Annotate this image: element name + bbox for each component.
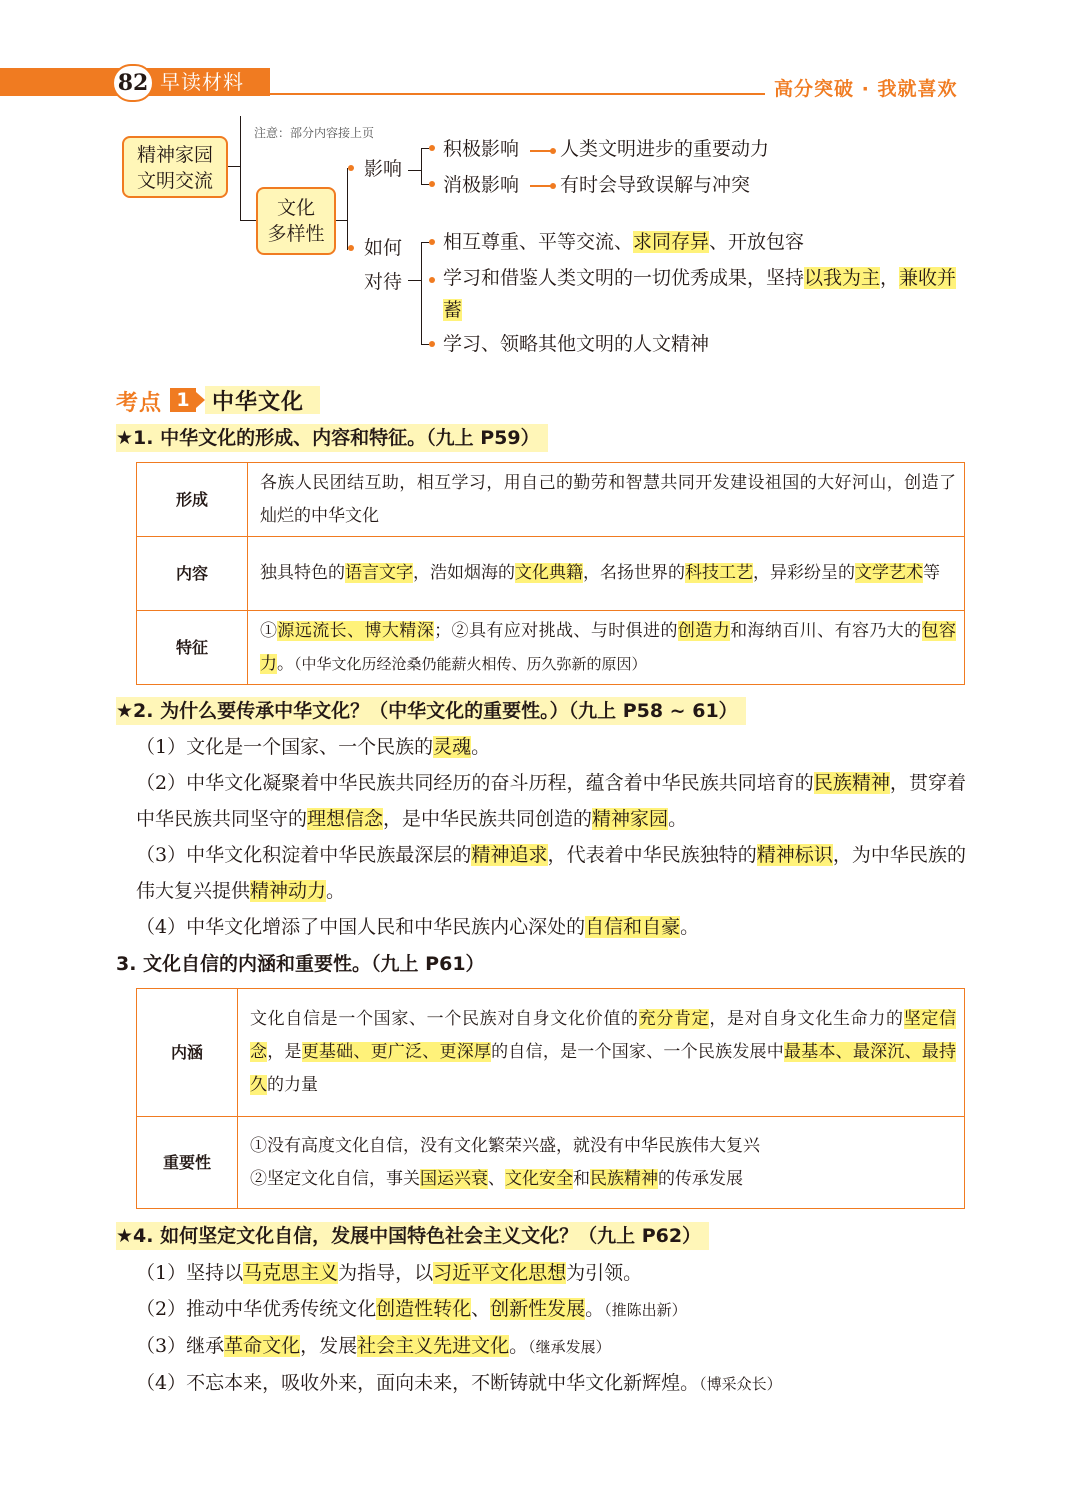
section-arrow (196, 392, 205, 408)
q1-value: ①源远流长、博大精深；②具有应对挑战、与时俱进的创造力和海纳百川、有容乃大的包容力。（中华文化历经沧桑仍能薪火相传、历久弥新的原因） (248, 611, 965, 685)
header-rule (270, 93, 765, 95)
q1-key: 特征 (137, 611, 248, 685)
attitude-respect: 相互尊重、平等交流、求同存异、开放包容 (443, 231, 805, 253)
q4-body (136, 1255, 966, 1402)
q3-value: 文化自信是一个国家、一个民族对自身文化价值的充分肯定，是对自身文化生命力的坚定信念，是更基础、更广泛、更深厚的自信，是一个国家、一个民族发展中最基本、最深沉、最持久的力量 (238, 989, 965, 1117)
influence-positive: 积极影响 (443, 138, 520, 160)
q1-title: ★1. 中华文化的形成、内容和特征。（九上 P59） (116, 424, 548, 452)
section-label: 考点 (116, 391, 163, 416)
influence-positive-desc: 人类文明进步的重要动力 (560, 138, 770, 160)
q4-point-1: （1）坚持以马克思主义为指导，以习近平文化思想为引领。 (136, 1262, 643, 1284)
q1-value: 独具特色的语言文字，浩如烟海的文化典籍，名扬世界的科技工艺，异彩纷呈的文学艺术等 (248, 537, 965, 611)
branch-attitude: 如何 对待 (364, 237, 403, 293)
header-title: 早读材料 (160, 70, 244, 94)
q3-key: 内涵 (137, 989, 238, 1117)
q2-point-4: （4）中华文化增添了中国人民和中华民族内心深处的自信和自豪。 (136, 916, 700, 938)
q3-title: 3. 文化自信的内涵和重要性。（九上 P61） (116, 953, 485, 975)
section-title: 中华文化 (212, 390, 305, 415)
mindmap-topic: 文化 多样性 (256, 187, 336, 255)
q2-point-3: （3）中华文化积淀着中华民族最深层的精神追求，代表着中华民族独特的精神标识，为中华民族的伟大复兴提供精神动力。 (136, 844, 966, 902)
q4-title: ★4. 如何坚定文化自信，发展中国特色社会主义文化？（九上 P62） (116, 1222, 709, 1250)
q1-key: 内容 (137, 537, 248, 611)
q1-row-feature (137, 611, 965, 685)
q4-point-2: （2）推动中华优秀传统文化创造性转化、创新性发展。（推陈出新） (136, 1298, 687, 1320)
q1-key: 形成 (137, 463, 248, 537)
branch-influence: 影响 (364, 158, 403, 180)
mindmap-root: 精神家园 文明交流 (122, 136, 228, 198)
q4-point-3: （3）继承革命文化，发展社会主义先进文化。（继承发展） (136, 1335, 611, 1357)
influence-negative: 消极影响 (443, 174, 520, 196)
mindmap-note: 注意：部分内容接上页 (254, 126, 375, 140)
attitude-spirit: 学习、领略其他文明的人文精神 (443, 333, 710, 355)
q1-row-content (137, 537, 965, 611)
topic-bracket (347, 168, 348, 250)
q4-point-4: （4）不忘本来，吸收外来，面向未来，不断铸就中华文化新辉煌。（博采众长） (136, 1372, 782, 1394)
page-number: 82 (112, 64, 154, 102)
q2-point-2: （2）中华文化凝聚着中华民族共同经历的奋斗历程，蕴含着中华民族共同培育的民族精神，贯穿着中华民族共同坚守的理想信念，是中华民族共同创造的精神家园。 (136, 772, 966, 830)
root-bracket (240, 116, 241, 220)
influence-negative-desc: 有时会导致误解与冲突 (560, 174, 751, 196)
attitude-learn: 学习和借鉴人类文明的一切优秀成果，坚持以我为主，兼收并蓄 (443, 267, 957, 321)
q2-point-1: （1）文化是一个国家、一个民族的灵魂。 (136, 736, 491, 758)
q3-value: ①没有高度文化自信，没有文化繁荣兴盛，就没有中华民族伟大复兴 ②坚定文化自信，事关国运兴衰、文化安全和民族精神的传承发展 (238, 1117, 965, 1209)
q1-table (136, 462, 965, 685)
q3-row-meaning (137, 989, 965, 1117)
q2-body (136, 729, 966, 945)
q2-title: ★2. 为什么要传承中华文化？（中华文化的重要性。）（九上 P58 ~ 61） (116, 697, 746, 725)
q3-table (136, 988, 965, 1209)
q1-value: 各族人民团结互助，相互学习，用自己的勤劳和智慧共同开发建设祖国的大好河山，创造了灿烂的中华文化 (248, 463, 965, 537)
q1-row-formation (137, 463, 965, 537)
q3-row-importance (137, 1117, 965, 1209)
header-slogan: 高分突破 · 我就喜欢 (774, 78, 958, 100)
q3-key: 重要性 (137, 1117, 238, 1209)
section-number: 1 (170, 388, 196, 412)
